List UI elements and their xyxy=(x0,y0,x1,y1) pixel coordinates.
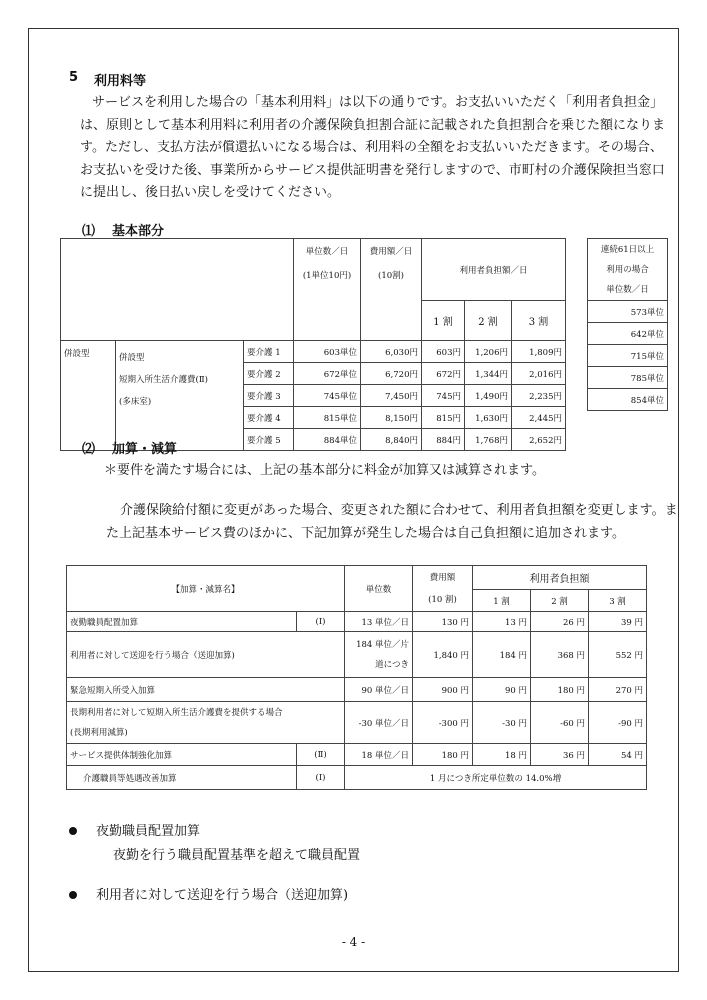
addition-span-cell: 1 月につき所定単位数の 14.0%増 xyxy=(345,766,647,790)
addition-cost-cell: -300 円 xyxy=(413,702,473,744)
care-level-cell: 要介護 1 xyxy=(244,341,294,363)
units-cell: 672単位 xyxy=(294,363,361,385)
addition-name-header: 【加算・減算名】 xyxy=(67,566,345,612)
section-number: 5 xyxy=(69,70,79,85)
addition-burden-3-cell: 552 円 xyxy=(589,632,647,678)
bullet-title: 利用者に対して送迎を行う場合（送迎加算) xyxy=(96,888,349,903)
burden-1-header: 1 割 xyxy=(422,301,465,341)
cost-cell: 8,150円 xyxy=(361,407,422,429)
intro-line: す。ただし、支払方法が償還払いになる場合は、利用料の全額をお支払いいただきます。その場合、 xyxy=(80,140,663,155)
addition-burden-2-cell: -60 円 xyxy=(531,702,589,744)
cost-cell: 7,450円 xyxy=(361,385,422,407)
addition-row xyxy=(67,766,647,790)
service-type-line: 短期入所生活介護費(Ⅱ) xyxy=(119,375,208,385)
bullet-icon xyxy=(69,827,77,835)
burden-3-cell: 2,235円 xyxy=(512,385,566,407)
continuous-units-cell: 642単位 xyxy=(588,323,668,345)
addition-cost-cell: 130 円 xyxy=(413,612,473,632)
addition-tag-cell: (Ⅱ) xyxy=(297,744,345,766)
addition-row xyxy=(67,632,647,678)
care-level-cell: 要介護 3 xyxy=(244,385,294,407)
addition-units-line: 184 単位／片 xyxy=(356,639,409,650)
addition-burden-header: 利用者負担額 xyxy=(473,566,647,590)
section-title: 利用料等 xyxy=(94,74,147,89)
basic-heading-number: ⑴ xyxy=(82,224,96,239)
units-header xyxy=(294,239,361,341)
addition-fee-table xyxy=(66,565,647,790)
basic-row-1 xyxy=(61,341,566,363)
continuous-units-cell: 573単位 xyxy=(588,301,668,323)
intro-line: サービスを利用した場合の「基本利用料」は以下の通りです。お支払いいただく「利用者負担金」 xyxy=(92,95,663,110)
addition-burden-3-cell: 39 円 xyxy=(589,612,647,632)
addition-burden-3-cell: 54 円 xyxy=(589,744,647,766)
addition-units-cell xyxy=(345,632,413,678)
addition-cost-cell: 1,840 円 xyxy=(413,632,473,678)
addition-name-line: 長期利用者に対して短期入所生活介護費を提供する場合 xyxy=(70,707,283,718)
continuous-header-line: 利用の場合 xyxy=(606,264,649,275)
addition-name-line: (長期利用減算) xyxy=(70,727,128,738)
continuous-units-cell: 715単位 xyxy=(588,345,668,367)
addition-cost-cell: 900 円 xyxy=(413,678,473,702)
burden-2-header: 2 割 xyxy=(465,301,512,341)
continuous-units-cell: 785単位 xyxy=(588,367,668,389)
service-type-line: (多床室) xyxy=(119,397,152,407)
addition-burden-3-cell: -90 円 xyxy=(589,702,647,744)
intro-paragraph xyxy=(80,92,666,205)
addition-heading: 加算・減算 xyxy=(112,442,178,457)
addition-line: た上記基本サービス費のほかに、下記加算が発生した場合は自己負担額に追加されます。 xyxy=(106,525,625,541)
addition-burden-2-cell: 180 円 xyxy=(531,678,589,702)
addition-row xyxy=(67,702,647,744)
addition-tag-cell: (Ⅰ) xyxy=(297,766,345,790)
basic-fee-table xyxy=(60,238,566,451)
addition-cost-header xyxy=(413,566,473,612)
intro-line: に提出し、後日払い戻しを受けてください。 xyxy=(80,185,341,200)
burden-3-cell: 2,016円 xyxy=(512,363,566,385)
basic-heading: 基本部分 xyxy=(112,224,165,239)
continuous-header xyxy=(588,239,668,301)
continuous-row xyxy=(588,323,668,345)
addition-row xyxy=(67,612,647,632)
units-cell: 603単位 xyxy=(294,341,361,363)
continuous-row xyxy=(588,345,668,367)
addition-row xyxy=(67,744,647,766)
bullet-title: 夜勤職員配置加算 xyxy=(96,824,201,839)
continuous-row xyxy=(588,389,668,411)
service-type-cell xyxy=(116,341,244,451)
units-cell: 815単位 xyxy=(294,407,361,429)
addition-row xyxy=(67,678,647,702)
addition-burden-2-header: 2 割 xyxy=(531,590,589,612)
continuous-units-cell: 854単位 xyxy=(588,389,668,411)
addition-burden-2-cell: 368 円 xyxy=(531,632,589,678)
burden-1-cell: 884円 xyxy=(422,429,465,451)
continuous-header-line: 連続61日以上 xyxy=(600,244,655,255)
addition-units-cell: 90 単位／日 xyxy=(345,678,413,702)
cost-header-line1: 費用額／日 xyxy=(369,247,413,257)
addition-units-line: 道につき xyxy=(375,659,409,670)
care-level-cell: 要介護 2 xyxy=(244,363,294,385)
burden-1-cell: 815円 xyxy=(422,407,465,429)
addition-burden-1-cell: 18 円 xyxy=(473,744,531,766)
continuous-header-line: 単位数／日 xyxy=(606,284,649,295)
units-cell: 884単位 xyxy=(294,429,361,451)
addition-burden-2-cell: 36 円 xyxy=(531,744,589,766)
addition-units-cell: 13 単位／日 xyxy=(345,612,413,632)
burden-2-cell: 1,344円 xyxy=(465,363,512,385)
bullet-icon xyxy=(69,891,77,899)
continuous-use-table xyxy=(587,238,668,411)
addition-name-cell: 夜勤職員配置加算 xyxy=(67,612,297,632)
burden-3-cell: 1,809円 xyxy=(512,341,566,363)
addition-heading-number: ⑵ xyxy=(82,442,96,457)
addition-name-cell: 緊急短期入所受入加算 xyxy=(67,678,345,702)
burden-1-cell: 672円 xyxy=(422,363,465,385)
addition-burden-1-cell: -30 円 xyxy=(473,702,531,744)
burden-1-cell: 745円 xyxy=(422,385,465,407)
cost-cell: 6,030円 xyxy=(361,341,422,363)
continuous-row xyxy=(588,367,668,389)
continuous-header-row xyxy=(588,239,668,301)
cost-cell: 8,840円 xyxy=(361,429,422,451)
addition-burden-1-cell: 184 円 xyxy=(473,632,531,678)
care-level-cell: 要介護 4 xyxy=(244,407,294,429)
page-number: - 4 - xyxy=(341,935,366,949)
addition-burden-3-cell: 270 円 xyxy=(589,678,647,702)
burden-3-cell: 2,445円 xyxy=(512,407,566,429)
burden-3-header: 3 割 xyxy=(512,301,566,341)
burden-1-cell: 603円 xyxy=(422,341,465,363)
care-level-cell: 要介護 5 xyxy=(244,429,294,451)
addition-name-cell: 介護職員等処遇改善加算 xyxy=(67,766,297,790)
basic-header-row xyxy=(61,239,566,301)
addition-burden-1-cell: 90 円 xyxy=(473,678,531,702)
burden-2-cell: 1,490円 xyxy=(465,385,512,407)
cost-header xyxy=(361,239,422,341)
intro-line: は、原則として基本利用料に利用者の介護保険負担割合証に記載された負担割合を乗じた額になりま xyxy=(80,117,666,133)
units-header-line1: 単位数／日 xyxy=(305,247,349,257)
units-cell: 745単位 xyxy=(294,385,361,407)
addition-burden-3-header: 3 割 xyxy=(589,590,647,612)
addition-note: ＊要件を満たす場合には、上記の基本部分に料金が加算又は減算されます。 xyxy=(104,463,545,478)
bullet-description: 夜勤を行う職員配置基準を超えて職員配置 xyxy=(113,848,361,863)
addition-burden-1-cell: 13 円 xyxy=(473,612,531,632)
addition-name-cell: サービス提供体制強化加算 xyxy=(67,744,297,766)
addition-tag-cell: (Ⅰ) xyxy=(297,612,345,632)
cost-cell: 6,720円 xyxy=(361,363,422,385)
units-header-line2: (1単位10円) xyxy=(302,271,352,281)
facility-type-cell: 併設型 xyxy=(61,341,116,451)
basic-blank-header xyxy=(61,239,294,341)
burden-header: 利用者負担額／日 xyxy=(422,239,566,301)
burden-2-cell: 1,630円 xyxy=(465,407,512,429)
addition-header-row xyxy=(67,566,647,590)
addition-paragraph xyxy=(106,500,678,545)
addition-units-header: 単位数 xyxy=(345,566,413,612)
addition-units-cell: -30 単位／日 xyxy=(345,702,413,744)
addition-name-cell: 利用者に対して送迎を行う場合（送迎加算) xyxy=(67,632,345,678)
burden-3-cell: 2,652円 xyxy=(512,429,566,451)
cost-header-line2: (10割) xyxy=(378,271,404,281)
addition-cost-header-line: (10 割) xyxy=(428,594,457,605)
addition-burden-1-header: 1 割 xyxy=(473,590,531,612)
burden-2-cell: 1,768円 xyxy=(465,429,512,451)
addition-burden-2-cell: 26 円 xyxy=(531,612,589,632)
continuous-row xyxy=(588,301,668,323)
service-type-line: 併設型 xyxy=(119,353,145,363)
addition-name-cell xyxy=(67,702,345,744)
addition-line: 介護保険給付額に変更があった場合、変更された額に合わせて、利用者負担額を変更します。ま xyxy=(120,503,678,518)
addition-units-cell: 18 単位／日 xyxy=(345,744,413,766)
addition-cost-header-line: 費用額 xyxy=(429,572,456,583)
intro-line: お支払いを受けた後、事業所からサービス提供証明書を発行しますので、市町村の介護保険担当窓口 xyxy=(80,162,665,178)
addition-cost-cell: 180 円 xyxy=(413,744,473,766)
burden-2-cell: 1,206円 xyxy=(465,341,512,363)
